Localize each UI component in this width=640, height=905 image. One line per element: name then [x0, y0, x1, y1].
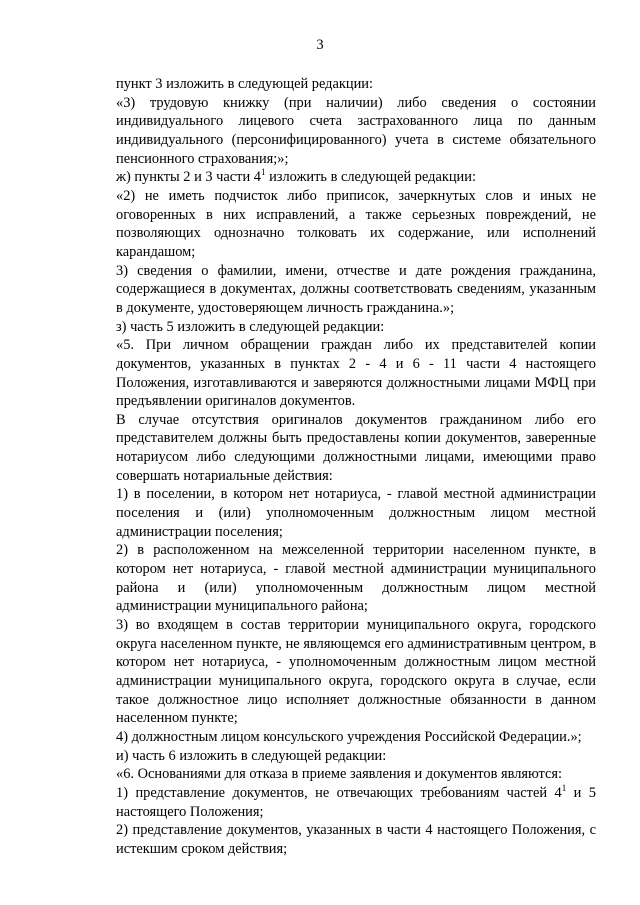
paragraph: «2) не иметь подчисток либо приписок, зачеркнутых слов и иных не оговоренных в них исправлений, а также серьезных повреждений, не позволяющих однозначно толковать их содержание, или исполнений карандашом;	[116, 187, 596, 260]
paragraph: 3) сведения о фамилии, имени, отчестве и дате рождения гражданина, содержащиеся в документах, должны соответствовать сведениям, указанным в документе, удостоверяющем личность гражданина.»;	[116, 262, 596, 316]
paragraph: 3) во входящем в состав территории муниципального округа, городского округа населенном пункте, не являющемся его административным центром, в котором нет нотариуса, - уполномоченным должностным лицом местной администрации муниципального округа, городского округа в случае, если такое должностное лицо исполняет должностные обязанности в данном населенном пункте;	[116, 617, 596, 727]
paragraph: В случае отсутствия оригиналов документов гражданином либо его представителем должны быть предоставлены копии документов, заверенные нотариусом либо следующими должностными лицами, имеющими право совершать нотариальные действия:	[116, 411, 596, 484]
paragraph: з) часть 5 изложить в следующей редакции:	[116, 318, 385, 335]
paragraph: 1) в поселении, в котором нет нотариуса, - главой местной администрации поселения и (или) уполномоченным должностным лицом местной администрации поселения;	[116, 486, 596, 540]
paragraph: «3) трудовую книжку (при наличии) либо сведения о состоянии индивидуального лицевого счета застрахованного лица по данным индивидуального (персонифицированного) учета в системе обязательного пенсионного страхования;»;	[116, 94, 596, 167]
paragraph: «6. Основаниями для отказа в приеме заявления и документов являются:	[116, 766, 563, 783]
paragraph: «5. При личном обращении граждан либо их представителей копии документов, указанных в пунктах 2 - 4 и 6 - 11 части 4 настоящего Положения, изготавливаются и заверяются должностными лицами МФЦ при предъявлении оригиналов документов.	[116, 337, 596, 410]
paragraph: 2) в расположенном на межселенной территории населенном пункте, в котором нет нотариуса, - главой местной администрации муниципального района и (или) уполномоченным должностным лицом местной администрации муниципального района;	[116, 542, 596, 615]
paragraph: ж) пункты 2 и 3 части $4^1$ изложить в следующей редакции:	[116, 167, 476, 186]
paragraph: пункт 3 изложить в следующей редакции:	[116, 76, 373, 92]
paragraph: и) часть 6 изложить в следующей редакции:	[116, 747, 387, 764]
paragraph: 1) представление документов, не отвечающих требованиям частей $4^1$ и 5 настоящего Положения;	[116, 783, 596, 820]
document-body	[116, 75, 596, 859]
superscript: 1	[561, 783, 567, 794]
paragraph: 2) представление документов, указанных в части 4 настоящего Положения, с истекшим сроком действия;	[116, 822, 596, 857]
superscript: 1	[260, 167, 266, 178]
paragraph: 4) должностным лицом консульского учреждения Российской Федерации.»;	[116, 728, 582, 745]
page-number: 3	[316, 37, 324, 53]
